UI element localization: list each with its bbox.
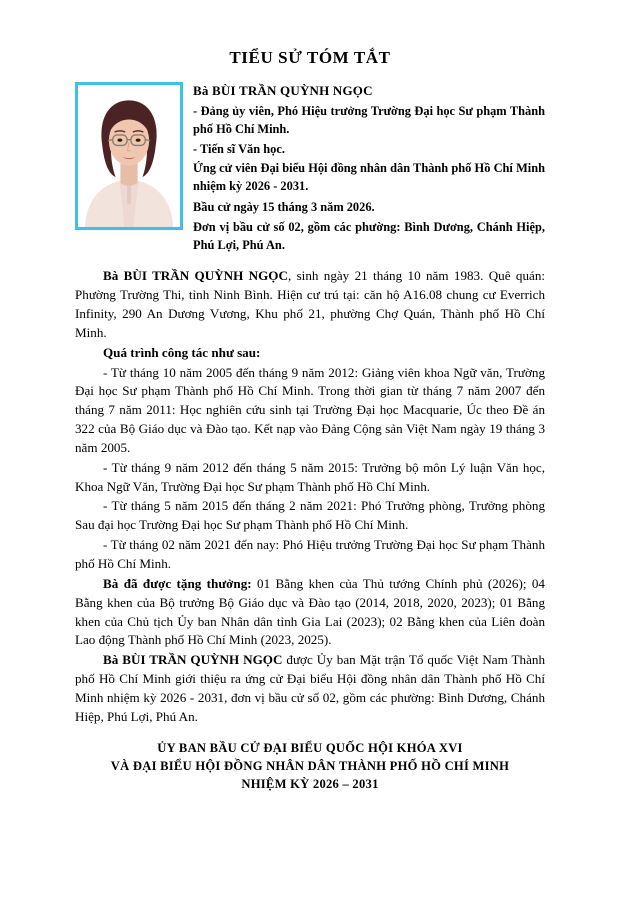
footer-line-1: ỦY BAN BẦU CỬ ĐẠI BIỂU QUỐC HỘI KHÓA XVI xyxy=(157,740,463,755)
career-item: - Từ tháng 5 năm 2015 đến tháng 2 năm 2021: Phó Trưởng phòng, Trưởng phòng Sau đại học Trường Đại học Sư phạm Thành phố Hồ Chí Minh. xyxy=(75,498,545,533)
candidate-degree: - Tiến sĩ Văn học. xyxy=(193,141,285,156)
candidate-info-column xyxy=(193,82,545,257)
candidate-name: Bà BÙI TRẦN QUỲNH NGỌC xyxy=(193,83,373,98)
biography-intro-name: Bà BÙI TRẦN QUỲNH NGỌC xyxy=(103,268,288,284)
nomination-rest: được Ủy ban Mặt trận Tổ quốc Việt Nam Thành phố Hồ Chí Minh giới thiệu ra ứng cử Đại biểu Hội đồng nhân dân Thành phố Hồ Chí Minh nhiệm kỳ 2026 - 2031, đơn vị bầu cử số 02, gồm các phường: Bình Dương, Chánh Hiệp, Phú Lợi, Phú An. xyxy=(75,652,546,724)
candidate-photo xyxy=(75,82,183,230)
nomination-paragraph xyxy=(75,651,545,726)
portrait-illustration xyxy=(78,85,180,227)
career-item: - Từ tháng 02 năm 2021 đến nay: Phó Hiệu trưởng Trường Đại học Sư phạm Thành phố Hồ Chí Minh. xyxy=(75,537,545,571)
candidate-candidacy: Ứng cử viên Đại biểu Hội đồng nhân dân Thành phố Hồ Chí Minh nhiệm kỳ 2026 - 2031. xyxy=(193,161,545,193)
awards-text: 01 Bằng khen của Thủ tướng Chính phủ (2026); 04 Bằng khen của Bộ trưởng Bộ Giáo dục và Đào tạo (2014, 2018, 2020, 2023); 01 Bằng khen của Chủ tịch Ủy ban Nhân dân tỉnh Gia Lai (2023); 02 Bằng khen của Liên đoàn Lao động Thành phố Hồ Chí Minh (2023, 2025). xyxy=(75,575,545,648)
career-heading xyxy=(75,344,545,363)
nomination-name: Bà BÙI TRẦN QUỲNH NGỌC xyxy=(103,652,283,668)
biography-body xyxy=(75,267,545,726)
biography-intro-rest: , sinh ngày 21 tháng 10 năm 1983. Quê quán: Phường Trường Thi, tỉnh Ninh Bình. Hiện cư trú tại: căn hộ A16.08 chung cư Everrich Infinity, 290 An Dương Vương, Khu phố 21, phường Chợ Quán, Thành phố Hồ Chí Minh. xyxy=(75,268,546,340)
constituency: Đơn vị bầu cử số 02, gồm các phường: Bình Dương, Chánh Hiệp, Phú Lợi, Phú An. xyxy=(193,220,545,252)
page-title: TIỂU SỬ TÓM TẮT xyxy=(229,48,391,67)
career-heading-text: Quá trình công tác như sau: xyxy=(103,344,261,360)
election-date: Bầu cử ngày 15 tháng 3 năm 2026. xyxy=(193,199,375,214)
career-item: - Từ tháng 10 năm 2005 đến tháng 9 năm 2012: Giảng viên khoa Ngữ văn, Trường Đại học Sư phạm Thành phố Hồ Chí Minh. Trong thời gian từ tháng 7 năm 2007 đến tháng 7 năm 2011: Học nghiên cứu sinh tại Trường Đại học Macquarie, Úc theo Đề án 322 của Bộ Giáo dục và Đào tạo. Kết nạp vào Đảng Cộng sản Việt Nam ngày 19 tháng 3 năm 2005. xyxy=(75,364,545,455)
footer-line-3: NHIỆM KỲ 2026 – 2031 xyxy=(241,777,379,792)
footer-line-2: VÀ ĐẠI BIỂU HỘI ĐỒNG NHÂN DÂN THÀNH PHỐ HỒ CHÍ MINH xyxy=(110,758,510,773)
biography-intro-paragraph xyxy=(75,267,545,342)
document-footer xyxy=(75,739,545,794)
candidate-position: - Đảng ủy viên, Phó Hiệu trưởng Trường Đại học Sư phạm Thành phố Hồ Chí Minh. xyxy=(193,104,545,137)
career-item: - Từ tháng 9 năm 2012 đến tháng 5 năm 2015: Trưởng bộ môn Lý luận Văn học, Khoa Ngữ Văn, Trường Đại học Sư phạm Thành phố Hồ Chí Minh. xyxy=(75,459,545,494)
document-content xyxy=(75,48,545,794)
candidate-header-block xyxy=(75,82,545,257)
awards-paragraph xyxy=(75,575,545,650)
awards-heading: Bà đã được tặng thưởng: xyxy=(103,575,252,591)
